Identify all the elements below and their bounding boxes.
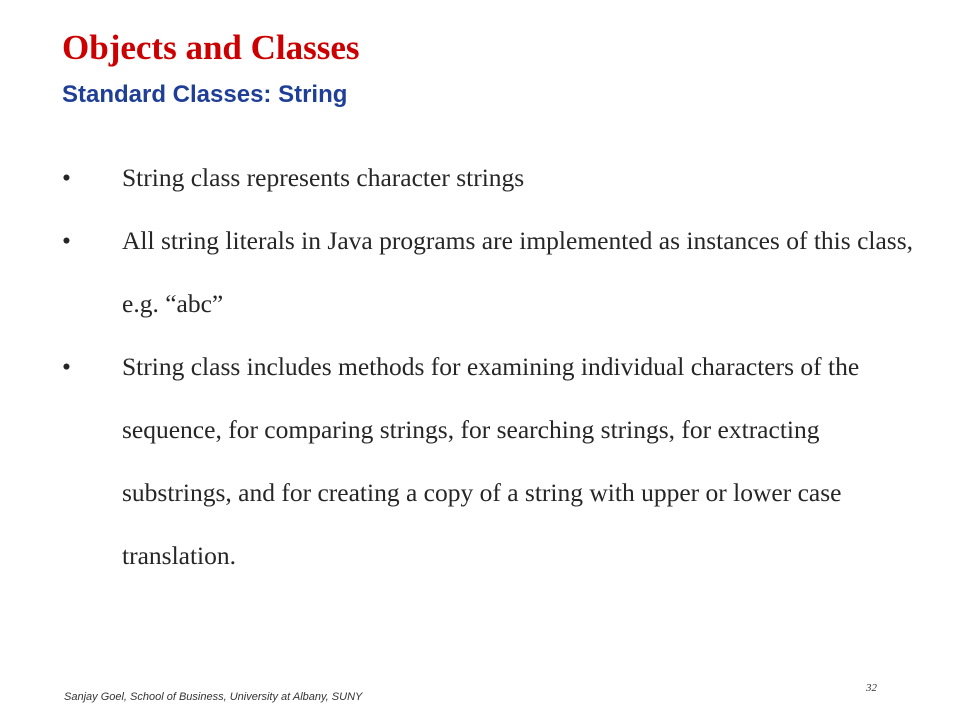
bullet-icon: • <box>62 163 71 192</box>
bullet-item <box>62 146 922 209</box>
bullet-icon: • <box>62 352 71 381</box>
slide-subtitle: Standard Classes: String <box>62 81 348 108</box>
footer-credit: Sanjay Goel, School of Business, University at Albany, SUNY <box>64 691 363 703</box>
bullet-text: String class represents character strings <box>122 163 525 192</box>
bullet-item <box>62 335 922 587</box>
bullet-text: All string literals in Java programs are implemented as instances of this class, e.g. “abc” <box>122 226 914 318</box>
bullet-item <box>62 209 922 335</box>
page-number: 32 <box>866 682 877 694</box>
bullet-icon: • <box>62 226 71 255</box>
slide-title: Objects and Classes <box>62 28 360 67</box>
bullet-list <box>62 146 922 587</box>
bullet-text: String class includes methods for examining individual characters of the sequence, for comparing strings, for searching strings, for extracting substrings, and for creating a copy of a string with upper or lower case translation. <box>122 352 860 570</box>
